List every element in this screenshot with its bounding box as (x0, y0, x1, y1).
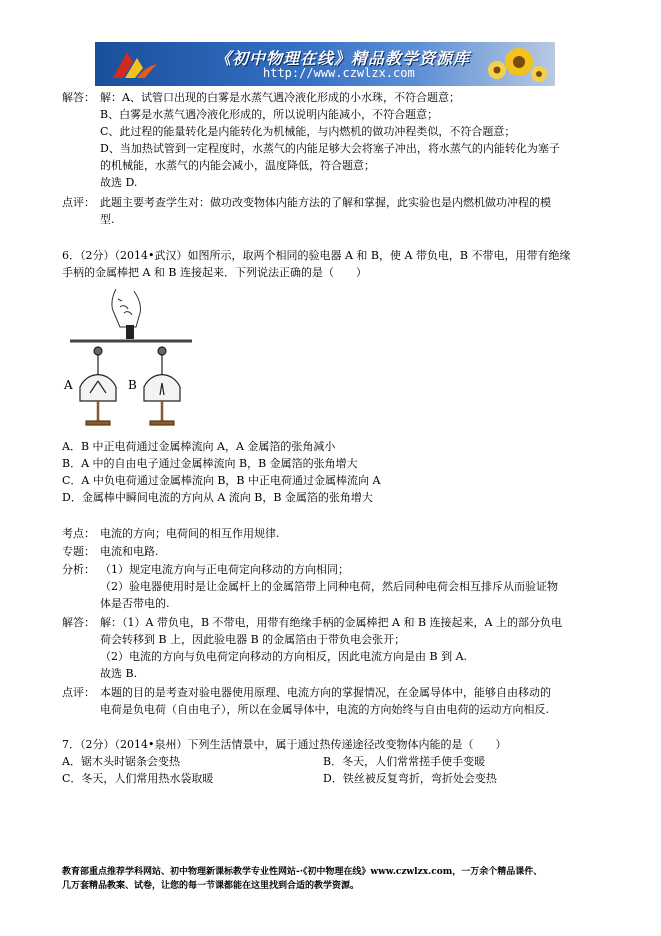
q5-comment-line: 型. (100, 213, 115, 226)
q5-comment-label: 点评： (62, 196, 95, 209)
q7-option-d[interactable]: D．铁丝被反复弯折，弯折处会变热 (323, 772, 497, 785)
q6-zhuanti-label: 专题： (62, 545, 95, 558)
banner-url[interactable]: http://www.czwlzx.com (263, 66, 415, 80)
q6-zhuanti-text: 电流和电路. (100, 545, 159, 558)
q5-comment-line: 此题主要考查学生对：做功改变物体内能方法的了解和掌握，此实验也是内燃机做功冲程的模 (100, 196, 551, 209)
banner-title: 《初中物理在线》精品教学资源库 (215, 49, 471, 68)
q6-option-b[interactable]: B．A 中的自由电子通过金属棒流向 B，B 金属箔的张角增大 (62, 457, 358, 470)
q6-option-d[interactable]: D．金属棒中瞬间电流的方向从 A 流向 B，B 金属箔的张角增大 (62, 491, 373, 504)
q7-option-c[interactable]: C．冬天，人们常用热水袋取暖 (62, 772, 214, 785)
q6-jieda-line: 故选 B. (100, 667, 138, 680)
q5-answer-line: D、当加热试管到一定程度时，水蒸气的内能足够大会将塞子冲出，将水蒸气的内能转化为塞子 (100, 142, 560, 155)
q6-dianping-line: 电荷是负电荷（自由电子），所以在金属导体中，电流的方向始终与自由电荷的运动方向相反. (100, 703, 549, 716)
q5-answer-line: B、白雾是水蒸气遇冷液化形成的，所以说明内能减小，不符合题意； (100, 108, 439, 121)
q6-jieda-line: （2）电流的方向与负电荷定向移动的方向相反，因此电流方向是由 B 到 A. (100, 650, 468, 663)
q5-answer-line: 的机械能，水蒸气的内能会减小，温度降低，符合题意； (100, 159, 375, 172)
electroscope-a (80, 347, 116, 425)
q6-dianping-label: 点评： (62, 686, 95, 699)
q7-option-b[interactable]: B．冬天，人们常常搓手使手变暖 (323, 755, 486, 768)
q6-kaodian-label: 考点： (62, 527, 95, 540)
q7-stem: 7．（2分）（2014•泉州）下列生活情景中，属于通过热传递途径改变物体内能的是（ ） (62, 738, 507, 751)
q6-kaodian-text: 电流的方向；电荷间的相互作用规律. (100, 527, 280, 540)
q6-option-a[interactable]: A．B 中正电荷通过金属棒流向 A，A 金属箔的张角减小 (62, 440, 336, 453)
q6-dianping-line: 本题的目的是考查对验电器使用原理、电流方向的掌握情况，在金属导体中，能够自由移动的 (100, 686, 551, 699)
q6-stem-line: 手柄的金属棒把 A 和 B 连接起来．下列说法正确的是（ ） (62, 266, 368, 279)
hand-icon (112, 289, 141, 327)
electroscope-figure (62, 283, 202, 433)
q6-fenxi-label: 分析： (62, 563, 95, 576)
insulating-handle (126, 325, 134, 339)
q5-answer-line: 故选 D. (100, 176, 138, 189)
header-banner (95, 42, 555, 86)
q6-option-c[interactable]: C．A 中负电荷通过金属棒流向 B，B 中正电荷通过金属棒流向 A (62, 474, 381, 487)
q6-stem-line: 6．（2分）（2014•武汉）如图所示，取两个相同的验电器 A 和 B，使 A 带负电，B 不带电，用带有绝缘 (62, 249, 571, 262)
figure-label-b: B (128, 378, 137, 392)
q5-answer-label: 解答： (62, 91, 95, 104)
sunflower-icon (479, 44, 549, 84)
electroscope-b (144, 347, 180, 425)
footer-line: 几万套精品教案、试卷，让您的每一节课都能在这里找到合适的教学资源。 (62, 881, 360, 891)
site-logo-icon (109, 48, 159, 82)
footer-line: 教育部重点推荐学科网站、初中物理新课标教学专业性网站-·《初中物理在线》www.czwlzx.com，一万余个精品课件、 (62, 867, 543, 877)
q5-answer-line: C、此过程的能量转化是内能转化为机械能，与内燃机的做功冲程类似，不符合题意； (100, 125, 516, 138)
q5-answer-line: 解：A、试管口出现的白雾是水蒸气遇冷液化形成的小水珠，不符合题意； (100, 91, 460, 104)
figure-label-a: A (64, 378, 73, 392)
q6-fenxi-line: （2）验电器使用时是让金属杆上的金属箔带上同种电荷，然后同种电荷会相互排斥从而验证物 (100, 580, 558, 593)
q6-jieda-line: 荷会转移到 B 上，因此验电器 B 的金属箔由于带负电会张开； (100, 633, 406, 646)
q6-fenxi-line: 体是否带电的. (100, 597, 170, 610)
q7-option-a[interactable]: A．锯木头时锯条会变热 (62, 755, 180, 768)
q6-jieda-line: 解：（1）A 带负电，B 不带电，用带有绝缘手柄的金属棒把 A 和 B 连接起来，A 上的部分负电 (100, 616, 562, 629)
q6-fenxi-line: （1）规定电流方向与正电荷定向移动的方向相同； (100, 563, 349, 576)
q6-jieda-label: 解答： (62, 616, 95, 629)
